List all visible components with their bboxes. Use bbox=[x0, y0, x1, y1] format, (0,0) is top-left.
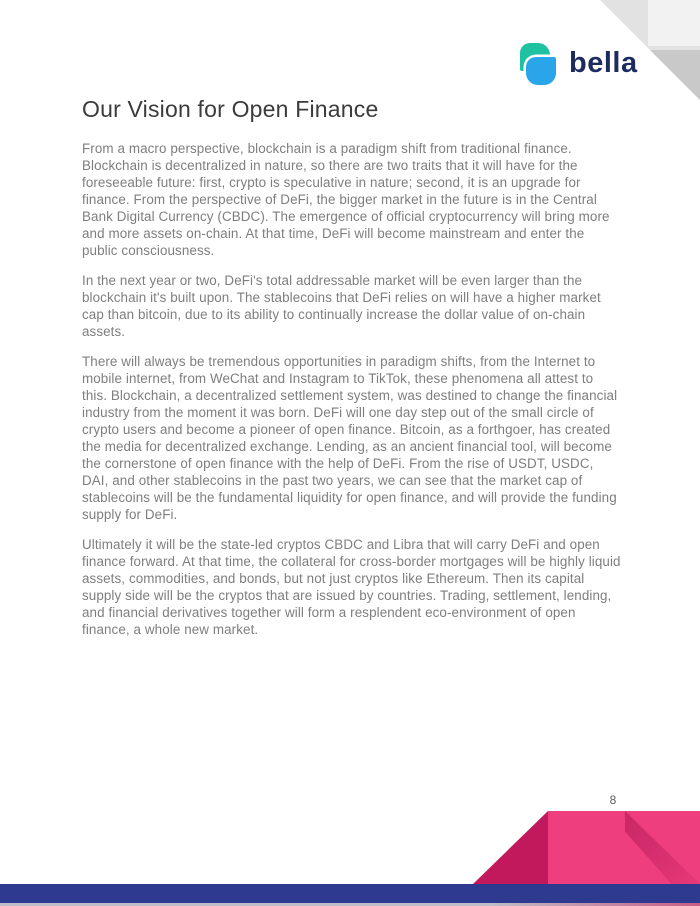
footer-ribbon-right bbox=[625, 811, 700, 884]
page-number: 8 bbox=[609, 793, 617, 807]
logo-wordmark: bella bbox=[569, 46, 638, 79]
footer-ribbon-middle bbox=[548, 811, 625, 884]
logo-leaf-blue bbox=[526, 57, 556, 85]
footer-navy-bar bbox=[0, 884, 700, 903]
brand-logo bbox=[520, 40, 638, 86]
bella-logo-icon bbox=[520, 40, 557, 86]
page-title: Our Vision for Open Finance bbox=[82, 96, 379, 122]
paragraph: From a macro perspective, blockchain is a paradigm shift from traditional finance. Blockchain is decentralized in nature, so there are two traits that it will have for the foreseeable future: first, crypto is speculative in nature; second, it is an upgrade for finance. From the perspective of DeFi, the bigger market in the future is in the Central Bank Digital Currency (CBDC). The emergence of official cryptocurrency will bring more and more assets on-chain. At that time, DeFi will become mainstream and enter the public consciousness. bbox=[82, 141, 610, 258]
paragraph: There will always be tremendous opportunities in paradigm shifts, from the Internet to mobile internet, from WeChat and Instagram to TikTok, these phenomena all attest to this. Blockchain, a decentralized settlement system, was destined to change the financial industry from the moment it was born. DeFi will one day step out of the small circle of crypto users and become a pioneer of open finance. Bitcoin, as a forthgoer, has created the media for decentralized exchange. Lending, as an ancient financial tool, will become the cornerstone of open finance with the help of DeFi. From the rise of USDT, USDC, DAI, and other stablecoins in the past two years, we can see that the market cap of stablecoins will be the fundamental liquidity for open finance, and will provide the funding supply for DeFi. bbox=[82, 354, 618, 522]
corner-fold-square bbox=[648, 0, 700, 46]
document-content bbox=[82, 96, 622, 651]
paragraph: Ultimately it will be the state-led cryptos CBDC and Libra that will carry DeFi and open finance forward. At that time, the collateral for cross-border mortgages will be highly liquid assets, commodities, and bonds, but not just cryptos like Ethereum. Then its capital supply side will be the cryptos that are issued by countries. Trading, settlement, lending, and financial derivatives together will form a resplendent eco-environment of open finance, a whole new market. bbox=[82, 537, 621, 637]
footer-ribbon-triangle bbox=[473, 811, 548, 884]
corner-fold-shadow-triangle bbox=[650, 50, 700, 100]
paragraph: In the next year or two, DeFi's total addressable market will be even larger than the blockchain it's built upon. The stablecoins that DeFi relies on will have a higher market cap than bitcoin, due to its ability to continually increase the dollar value of on-chain assets. bbox=[82, 273, 601, 339]
